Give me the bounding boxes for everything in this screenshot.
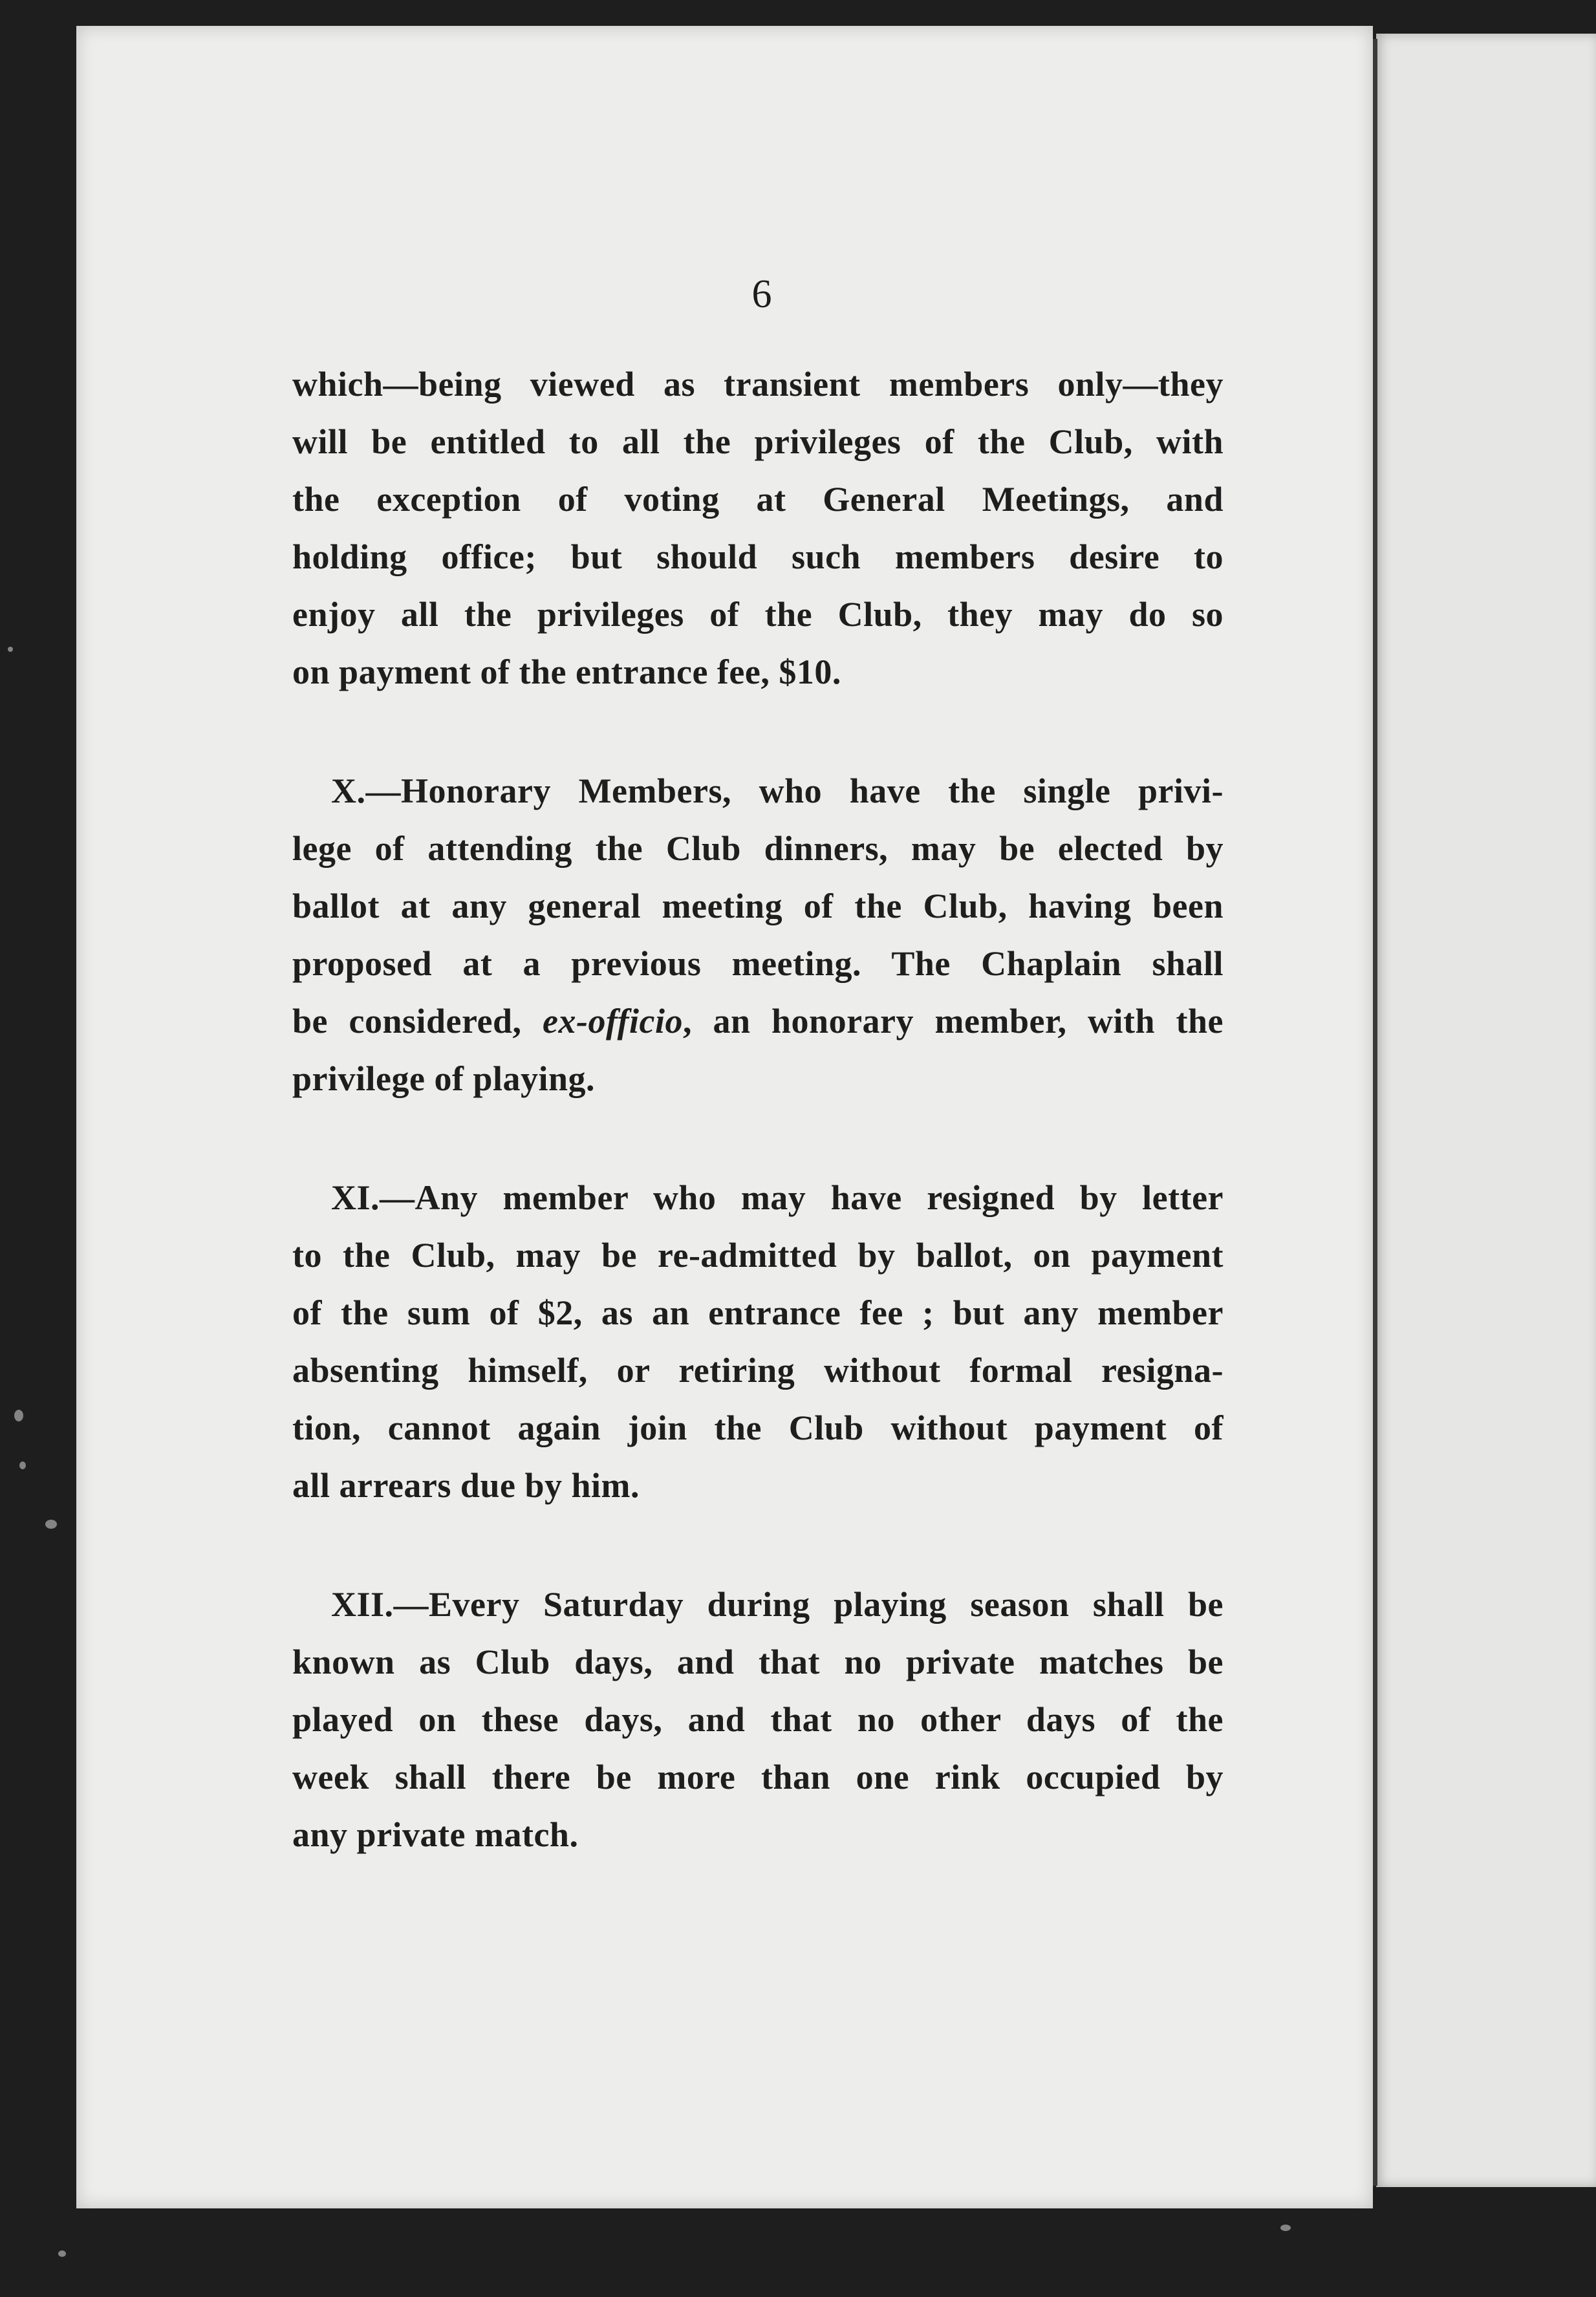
text-line: played on these days, and that no other days of the [292,1700,1224,1739]
text-line: any private match. [292,1815,579,1854]
text-line: proposed at a previous meeting. The Chaplain shall [292,944,1224,983]
scan-speck [14,1410,23,1421]
text-line: tion, cannot again join the Club without payment of [292,1408,1224,1447]
scan-speck [1280,2225,1291,2231]
scan-speck [8,647,13,652]
text-line: known as Club days, and that no private matches be [292,1643,1224,1681]
text-line: all arrears due by him. [292,1466,640,1505]
paragraph-continuation [292,356,1224,701]
scan-speck [19,1461,26,1469]
text-line: absenting himself, or retiring without formal resigna- [292,1351,1224,1390]
text-line: lege of attending the Club dinners, may be elected by [292,829,1224,868]
text-line [292,993,1224,1050]
text-line: XI.—Any member who may have resigned by letter [331,1178,1224,1217]
text-line: privilege of playing. [292,1059,595,1098]
paragraph-rule-xii [292,1576,1224,1864]
text-line: the exception of voting at General Meetings, and [292,480,1224,519]
text-line: week shall there be more than one rink occupied by [292,1758,1224,1796]
text-line: holding office; but should such members desire to [292,537,1224,576]
text-fragment: , an honorary member, with the [682,1002,1224,1041]
text-line: will be entitled to all the privileges of the Club, with [292,422,1224,461]
scan-speck [58,2250,66,2257]
text-line: XII.—Every Saturday during playing season shall be [331,1585,1224,1624]
body-text [292,356,1224,1864]
text-line: to the Club, may be re-admitted by ballot, on payment [292,1236,1224,1275]
text-line: of the sum of $2, as an entrance fee ; but any member [292,1293,1224,1332]
scan-speck [45,1520,57,1529]
paragraph-rule-xi [292,1169,1224,1515]
text-line: enjoy all the privileges of the Club, they may do so [292,595,1224,634]
facing-page [1376,34,1596,2187]
text-fragment: be considered, [292,1002,543,1041]
page-number: 6 [751,272,772,316]
text-line: X.—Honorary Members, who have the single privi- [331,771,1224,810]
text-line: on payment of the entrance fee, $10. [292,652,841,691]
italic-term: ex-officio [543,1002,683,1041]
text-line: ballot at any general meeting of the Club, having been [292,887,1224,925]
paragraph-rule-x [292,762,1224,1108]
text-line: which—being viewed as transient members only—they [292,365,1224,404]
